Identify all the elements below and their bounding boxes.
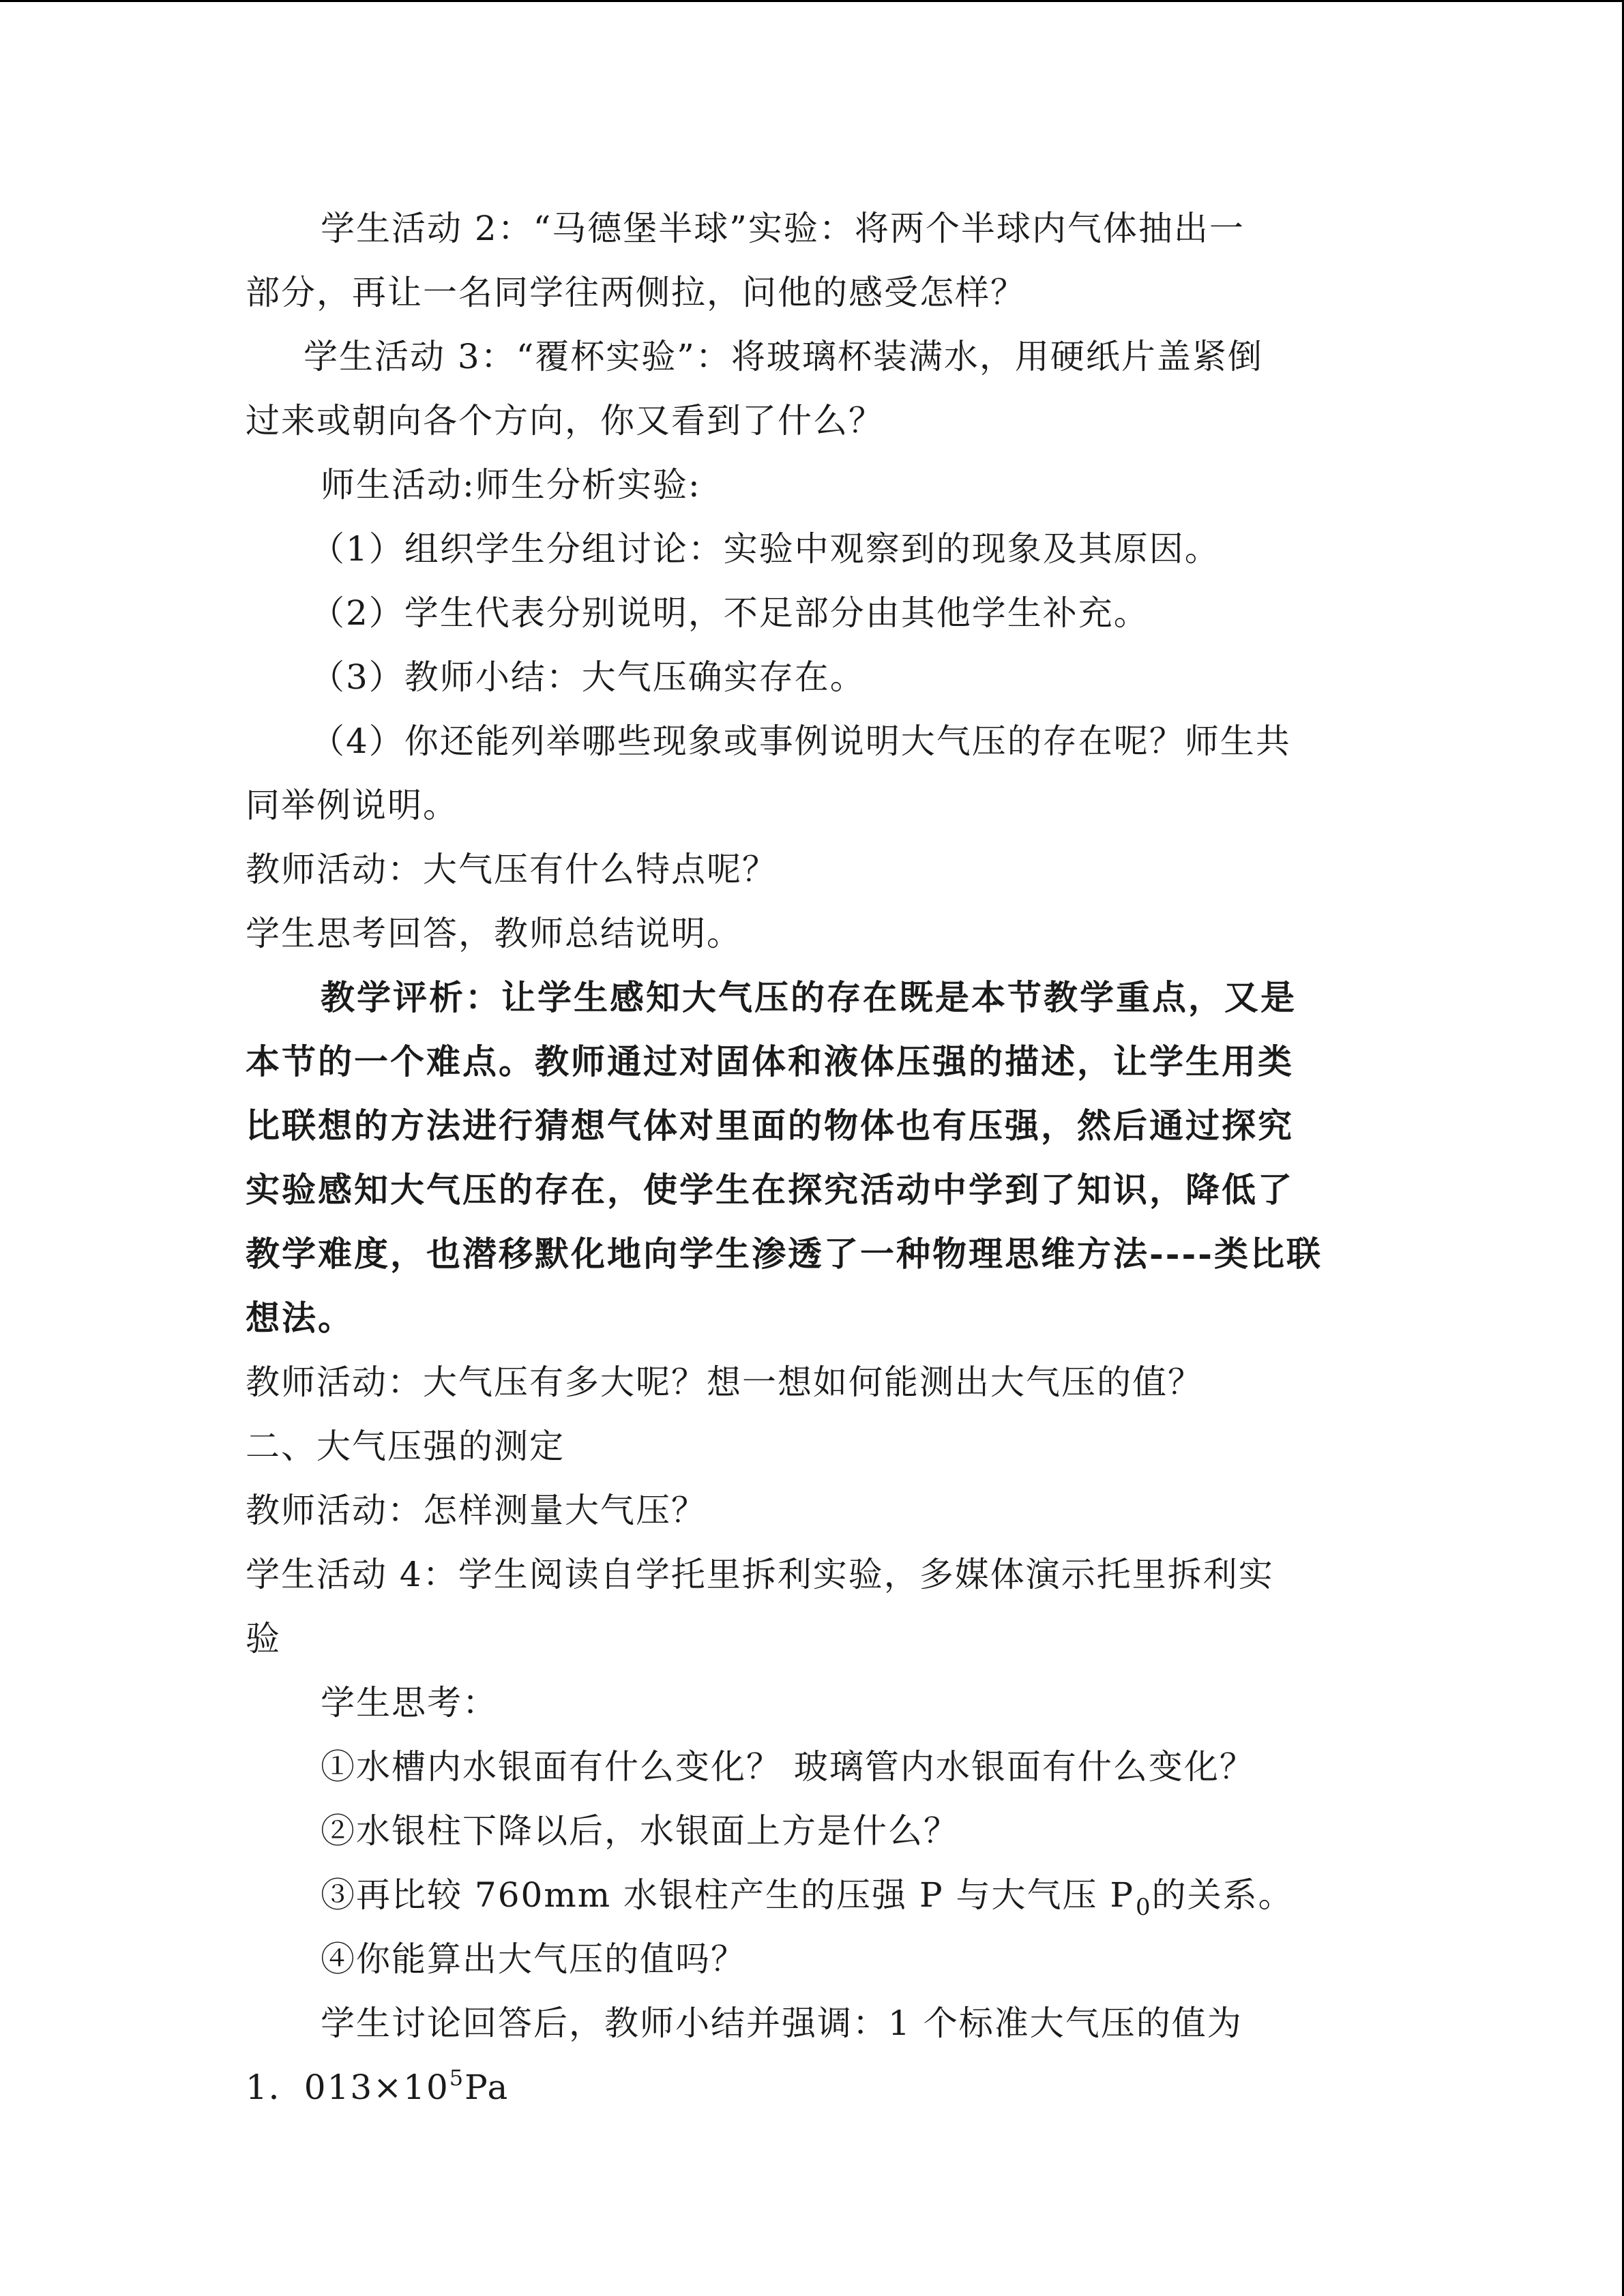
text-line: 学生思考回答，教师总结说明。 — [246, 914, 742, 953]
text-line: ④你能算出大气压的值吗？ — [321, 1939, 746, 1979]
text-line — [246, 2055, 1378, 2119]
list-item-3 — [246, 645, 1378, 709]
text-line: 学生活动 2：“马德堡半球”实验：将两个半球内气体抽出一 — [321, 209, 1245, 248]
text-line: （2）学生代表分别说明，不足部分由其他学生补充。 — [310, 593, 1149, 633]
text-line: 教师活动：大气压有什么特点呢？ — [246, 850, 778, 889]
paragraph-student-activity-3 — [246, 325, 1378, 453]
list-item-2 — [246, 581, 1378, 645]
question-2 — [246, 1799, 1378, 1863]
text-run: Pa — [464, 2068, 510, 2107]
list-item-4 — [246, 709, 1378, 837]
text-line: 教学难度，也潜移默化地向学生渗透了一种物理思维方法----类比联 — [246, 1234, 1323, 1274]
text-line: 过来或朝向各个方向，你又看到了什么？ — [246, 401, 884, 441]
text-line — [246, 1863, 1378, 1927]
subscript: 0 — [1136, 1894, 1152, 1921]
paragraph-student-activity-4 — [246, 1542, 1378, 1671]
text-line: 师生活动:师生分析实验: — [321, 465, 701, 505]
question-3 — [246, 1863, 1378, 1927]
text-line: 教师活动：怎样测量大气压？ — [246, 1491, 707, 1530]
text-line: 验 — [246, 1619, 281, 1658]
text-line: （3）教师小结：大气压确实存在。 — [310, 657, 866, 697]
page-top-border — [0, 0, 1624, 2]
text-line: 教师活动：大气压有多大呢？想一想如何能测出大气压的值？ — [246, 1362, 1203, 1402]
text-line: 学生活动 4：学生阅读自学托里拆利实验，多媒体演示托里拆利实 — [246, 1555, 1274, 1594]
document-body — [246, 196, 1378, 2119]
question-4 — [246, 1927, 1378, 1991]
list-item-1 — [246, 517, 1378, 581]
text-line: 部分，再让一名同学往两侧拉，问他的感受怎样？ — [246, 273, 1026, 312]
text-line: 学生讨论回答后，教师小结并强调：1 个标准大气压的值为 — [321, 2003, 1243, 2043]
paragraph-teacher-question-features — [246, 837, 1378, 901]
paragraph-conclusion — [246, 1991, 1378, 2119]
text-line: 想法。 — [246, 1298, 354, 1338]
text-line: 学生思考： — [321, 1683, 498, 1723]
paragraph-student-answer — [246, 901, 1378, 966]
paragraph-student-thinking — [246, 1671, 1378, 1735]
superscript: 5 — [449, 2065, 465, 2091]
text-run: 1．013×10 — [246, 2068, 449, 2107]
text-line: 比联想的方法进行猜想气体对里面的物体也有压强，然后通过探究 — [246, 1105, 1294, 1146]
question-1 — [246, 1735, 1378, 1799]
text-run: 的关系。 — [1151, 1875, 1294, 1915]
paragraph-teacher-question-magnitude — [246, 1350, 1378, 1414]
text-line: 同举例说明。 — [246, 786, 458, 825]
text-line: （1）组织学生分组讨论：实验中观察到的现象及其原因。 — [310, 529, 1220, 569]
paragraph-teacher-question-method — [246, 1478, 1378, 1542]
section-heading-measurement — [246, 1414, 1378, 1478]
text-line: 二、大气压强的测定 — [246, 1427, 565, 1466]
text-line: ①水槽内水银面有什么变化？ 玻璃管内水银面有什么变化？ — [321, 1747, 1255, 1787]
text-line: 实验感知大气压的存在，使学生在探究活动中学到了知识，降低了 — [246, 1169, 1294, 1210]
paragraph-teacher-student-activity — [246, 453, 1378, 517]
text-line: 教学评析：让学生感知大气压的存在既是本节教学重点，又是 — [321, 977, 1297, 1017]
text-line: ②水银柱下降以后，水银面上方是什么？ — [321, 1811, 959, 1851]
text-line: （4）你还能列举哪些现象或事例说明大气压的存在呢？师生共 — [310, 721, 1291, 761]
paragraph-teaching-analysis — [246, 966, 1378, 1350]
text-line: 本节的一个难点。教师通过对固体和液体压强的描述，让学生用类 — [246, 1041, 1294, 1082]
text-line: 学生活动 3：“覆杯实验”：将玻璃杯装满水，用硬纸片盖紧倒 — [304, 337, 1263, 376]
text-run: ③再比较 760mm 水银柱产生的压强 P 与大气压 P — [321, 1875, 1135, 1915]
paragraph-student-activity-2 — [246, 196, 1378, 325]
